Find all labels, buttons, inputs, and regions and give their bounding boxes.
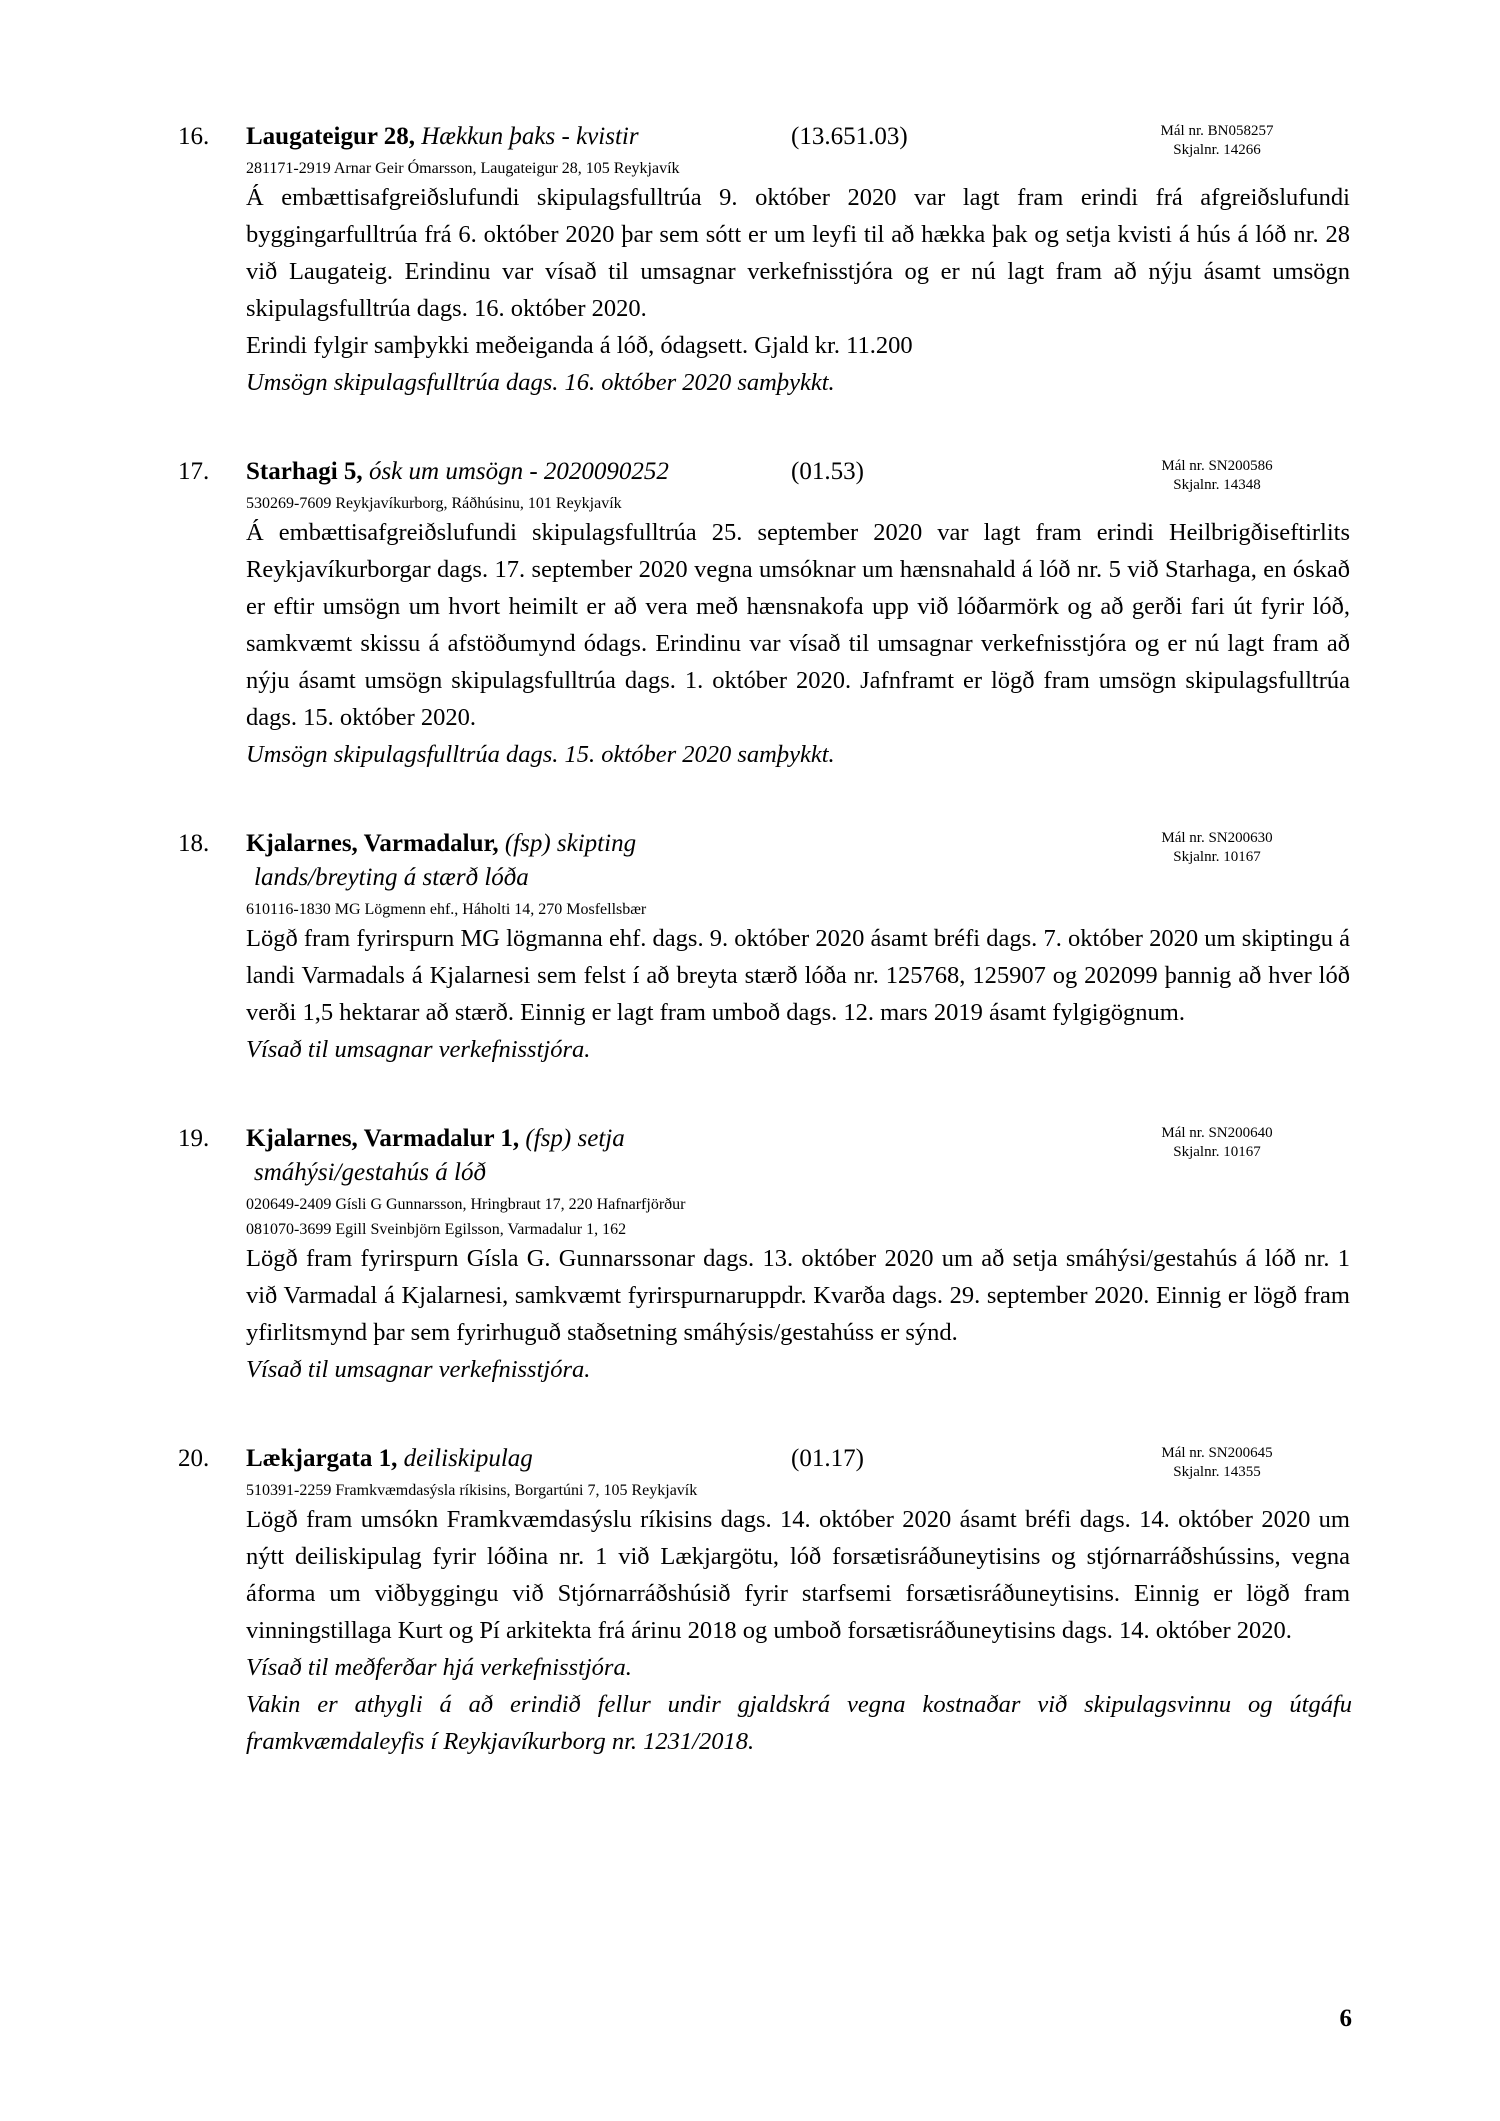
document-number: Skjalnr. 14266 xyxy=(1173,142,1261,158)
item-number: 16. xyxy=(178,123,210,150)
item-parties-secondary: 081070-3699 Egill Sveinbjörn Egilsson, Varmadalur 1, 162 xyxy=(246,1221,627,1238)
item-number: 20. xyxy=(178,1445,210,1472)
item-parties: 510391-2259 Framkvæmdasýsla ríkisins, Borgartúni 7, 105 Reykjavík xyxy=(246,1482,698,1499)
item-title-continued: smáhýsi/gestahús á lóð xyxy=(254,1159,486,1186)
agenda-item xyxy=(178,1442,1352,1760)
agenda-item-header xyxy=(178,455,1352,493)
case-reference xyxy=(1082,122,1352,160)
item-title-address: Starhagi 5, xyxy=(246,458,363,485)
page-number: 6 xyxy=(1339,2005,1352,2032)
agenda-item xyxy=(178,827,1352,1068)
item-code: (13.651.03) xyxy=(791,123,908,150)
case-number: Mál nr. SN200586 xyxy=(1161,458,1273,474)
item-title-subject: Hækkun þaks - kvistir xyxy=(421,123,639,150)
item-title-address: Lækjargata 1, xyxy=(246,1445,398,1472)
item-title-subject: deiliskipulag xyxy=(403,1445,533,1472)
item-body: Á embættisafgreiðslufundi skipulagsfulltrúa 25. september 2020 var lagt fram erindi Heilbrigðiseftirlits Reykjavíkurborgar dags. 17. september 2020 vegna umsóknar um hænsnahald á lóð nr. 5 við Starhaga, en óskað er eftir umsögn um hvort heimilt er að vera með hænsnakofa upp við lóðarmörk og að gerði fari út fyrir lóð, samkvæmt skissu á afstöðumynd ódags. Erindinu var vísað til umsagnar verkefnisstjóra og er nú lagt fram að nýju ásamt umsögn skipulagsfulltrúa dags. 1. október 2020. Jafnframt er lögð fram umsögn skipulagsfulltrúa dags. 15. október 2020. xyxy=(246,519,1350,731)
document-number: Skjalnr. 14348 xyxy=(1173,477,1261,493)
case-reference xyxy=(1082,1444,1352,1482)
item-decision: Umsögn skipulagsfulltrúa dags. 15. október 2020 samþykkt. xyxy=(246,741,835,768)
item-number: 19. xyxy=(178,1125,210,1152)
agenda-item-header xyxy=(178,1442,1352,1480)
item-title-address: Kjalarnes, Varmadalur, xyxy=(246,830,499,857)
item-decision: Vísað til meðferðar hjá verkefnisstjóra. xyxy=(246,1654,632,1681)
item-decision: Vísað til umsagnar verkefnisstjóra. xyxy=(246,1356,591,1383)
case-reference xyxy=(1082,1124,1352,1162)
item-number: 18. xyxy=(178,830,210,857)
item-parties: 281171-2919 Arnar Geir Ómarsson, Laugateigur 28, 105 Reykjavík xyxy=(246,160,680,177)
item-parties: 610116-1830 MG Lögmenn ehf., Háholti 14, 270 Mosfellsbær xyxy=(246,901,647,918)
item-title-continued: lands/breyting á stærð lóða xyxy=(254,864,529,891)
item-title-subject: (fsp) skipting xyxy=(504,830,637,857)
agenda-item-header xyxy=(178,827,1352,865)
item-body: Lögð fram fyrirspurn Gísla G. Gunnarssonar dags. 13. október 2020 um að setja smáhýsi/gestahús á lóð nr. 1 við Varmadal á Kjalarnesi, samkvæmt fyrirspurnaruppdr. Kvarða dags. 29. september 2020. Einnig er lögð fram yfirlitsmynd þar sem fyrirhuguð staðsetning smáhýsis/gestahúss er sýnd. xyxy=(246,1245,1350,1346)
item-title-address: Kjalarnes, Varmadalur 1, xyxy=(246,1125,520,1152)
case-reference xyxy=(1082,829,1352,867)
item-code: (01.53) xyxy=(791,458,864,485)
item-body-extra: Erindi fylgir samþykki meðeiganda á lóð, ódagsett. Gjald kr. 11.200 xyxy=(246,332,913,359)
item-body: Lögð fram fyrirspurn MG lögmanna ehf. dags. 9. október 2020 ásamt bréfi dags. 7. október 2020 um skiptingu á landi Varmadals á Kjalarnesi sem felst í að breyta stærð lóða nr. 125768, 125907 og 202099 þannig að hver lóð verði 1,5 hektarar að stærð. Einnig er lagt fram umboð dags. 12. mars 2019 ásamt fylgigögnum. xyxy=(246,925,1350,1026)
agenda-item xyxy=(178,120,1352,401)
item-title-subject: ósk um umsögn - 2020090252 xyxy=(368,458,669,485)
case-number: Mál nr. SN200640 xyxy=(1161,1125,1273,1141)
item-number: 17. xyxy=(178,458,210,485)
case-reference xyxy=(1082,457,1352,495)
agenda-item xyxy=(178,455,1352,773)
item-body: Á embættisafgreiðslufundi skipulagsfulltrúa 9. október 2020 var lagt fram erindi frá afgreiðslufundi byggingarfulltrúa frá 6. október 2020 þar sem sótt er um leyfi til að hækka þak og setja kvisti á hús á lóð nr. 28 við Laugateig. Erindinu var vísað til umsagnar verkefnisstjóra og er nú lagt fram að nýju ásamt umsögn skipulagsfulltrúa dags. 16. október 2020. xyxy=(246,184,1350,322)
item-note: Vakin er athygli á að erindið fellur undir gjaldskrá vegna kostnaðar við skipulagsvinnu og útgáfu framkvæmdaleyfis í Reykjavíkurborg nr. 1231/2018. xyxy=(246,1691,1352,1755)
item-body: Lögð fram umsókn Framkvæmdasýslu ríkisins dags. 14. október 2020 ásamt bréfi dags. 14. október 2020 um nýtt deiliskipulag fyrir lóðina nr. 1 við Lækjargötu, lóð forsætisráðuneytisins og stjórnarráðshússins, vegna áforma um viðbyggingu við Stjórnarráðshúsið fyrir starfsemi forsætisráðuneytisins. Einnig er lögð fram vinningstillaga Kurt og Pí arkitekta frá árinu 2018 og umboð forsætisráðuneytisins dags. 14. október 2020. xyxy=(246,1506,1350,1644)
document-number: Skjalnr. 10167 xyxy=(1173,849,1261,865)
item-title-address: Laugateigur 28, xyxy=(246,123,415,150)
agenda-item-header xyxy=(178,1122,1352,1160)
case-number: Mál nr. SN200645 xyxy=(1161,1445,1273,1461)
item-decision: Vísað til umsagnar verkefnisstjóra. xyxy=(246,1036,591,1063)
case-number: Mál nr. SN200630 xyxy=(1161,830,1273,846)
item-parties: 530269-7609 Reykjavíkurborg, Ráðhúsinu, 101 Reykjavík xyxy=(246,495,622,512)
document-number: Skjalnr. 10167 xyxy=(1173,1144,1261,1160)
agenda-item-header xyxy=(178,120,1352,158)
item-parties: 020649-2409 Gísli G Gunnarsson, Hringbraut 17, 220 Hafnarfjörður xyxy=(246,1196,686,1213)
item-decision: Umsögn skipulagsfulltrúa dags. 16. október 2020 samþykkt. xyxy=(246,369,835,396)
agenda-item xyxy=(178,1122,1352,1388)
case-number: Mál nr. BN058257 xyxy=(1160,123,1274,139)
document-number: Skjalnr. 14355 xyxy=(1173,1464,1261,1480)
item-title-subject: (fsp) setja xyxy=(525,1125,625,1152)
item-code: (01.17) xyxy=(791,1445,864,1472)
